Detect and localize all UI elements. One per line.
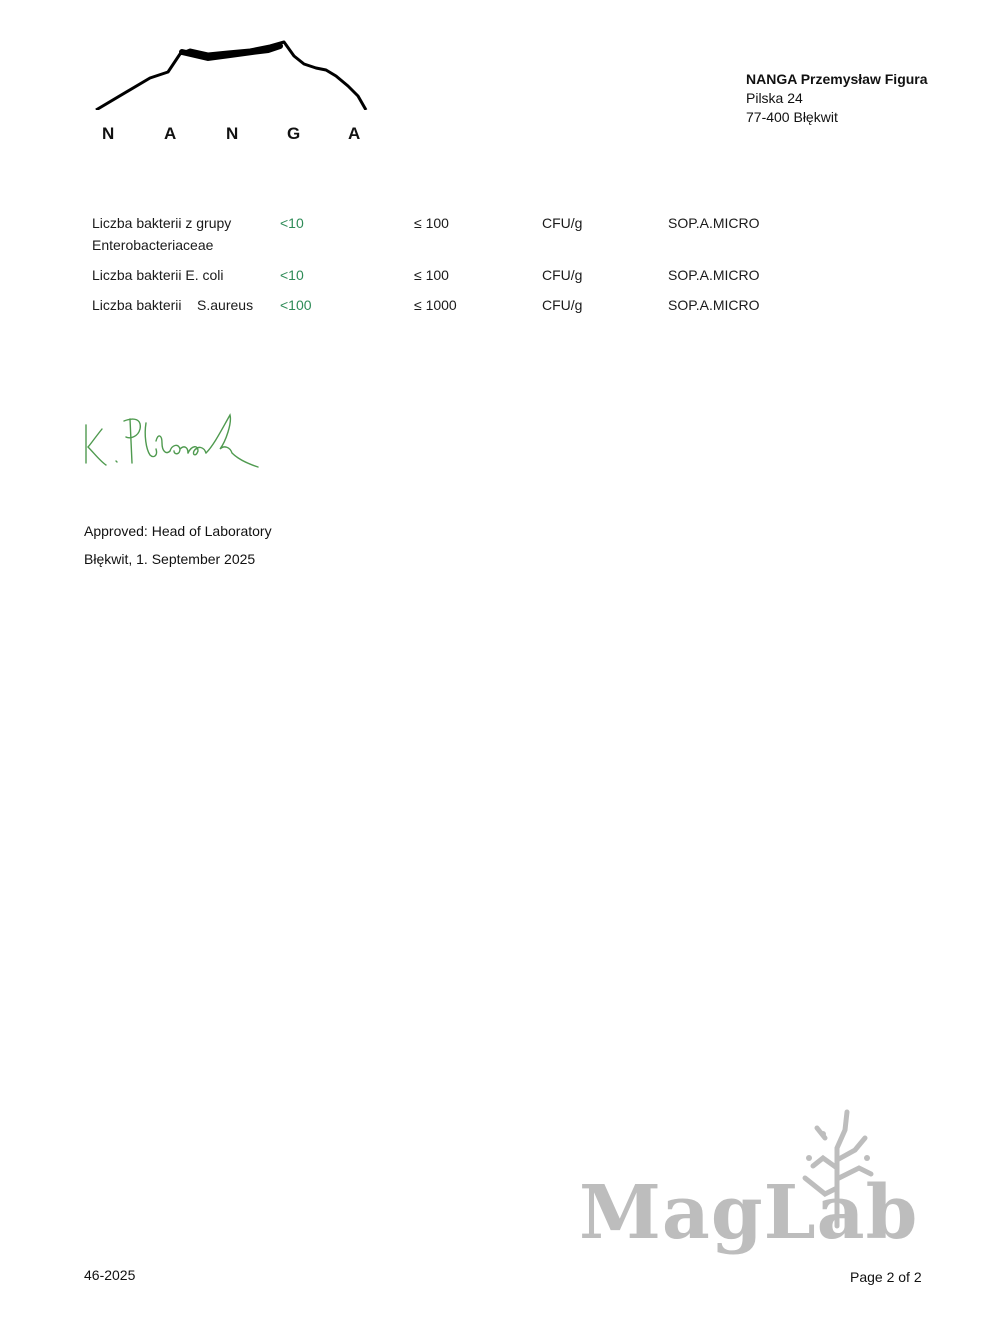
approval-text: Approved: Head of Laboratory xyxy=(84,523,272,539)
unit-value: CFU/g xyxy=(542,297,583,313)
maglab-logo xyxy=(575,1108,925,1273)
company-name: NANGA Przemysław Figura xyxy=(746,71,928,87)
mountain-icon xyxy=(90,40,380,110)
parameter-name: Liczba bakterii E. coli xyxy=(92,267,224,283)
parameter-name: Liczba bakterii S.aureus xyxy=(92,297,254,313)
page-number: Page 2 of 2 xyxy=(850,1269,922,1285)
logo-letter: A xyxy=(348,124,361,143)
logo-letter: N xyxy=(102,124,115,143)
method-value: SOP.A.MICRO xyxy=(668,297,760,313)
logo-letter: A xyxy=(164,124,177,143)
result-value: <100 xyxy=(280,297,312,313)
parameter-name: Liczba bakterii z grupy Enterobacteriaceae xyxy=(92,215,232,253)
table-row xyxy=(92,294,872,324)
table-row xyxy=(92,212,872,264)
results-table xyxy=(92,212,872,324)
unit-value: CFU/g xyxy=(542,215,583,231)
street-address: Pilska 24 xyxy=(746,90,803,106)
result-value: <10 xyxy=(280,215,304,231)
table-row xyxy=(92,264,872,294)
limit-value: ≤ 100 xyxy=(414,215,449,231)
result-value: <10 xyxy=(280,267,304,283)
method-value: SOP.A.MICRO xyxy=(668,215,760,231)
signature xyxy=(80,405,270,475)
address-block xyxy=(746,70,928,127)
place-date: Błękwit, 1. September 2025 xyxy=(84,551,256,567)
unit-value: CFU/g xyxy=(542,267,583,283)
limit-value: ≤ 100 xyxy=(414,267,449,283)
city-address: 77-400 Błękwit xyxy=(746,109,838,125)
nanga-logo xyxy=(90,40,380,150)
logo-letter: G xyxy=(287,124,301,143)
maglab-wordmark: MagLab xyxy=(579,1170,919,1256)
limit-value: ≤ 1000 xyxy=(414,297,457,313)
method-value: SOP.A.MICRO xyxy=(668,267,760,283)
document-number: 46-2025 xyxy=(84,1267,136,1283)
logo-letter: N xyxy=(226,124,239,143)
